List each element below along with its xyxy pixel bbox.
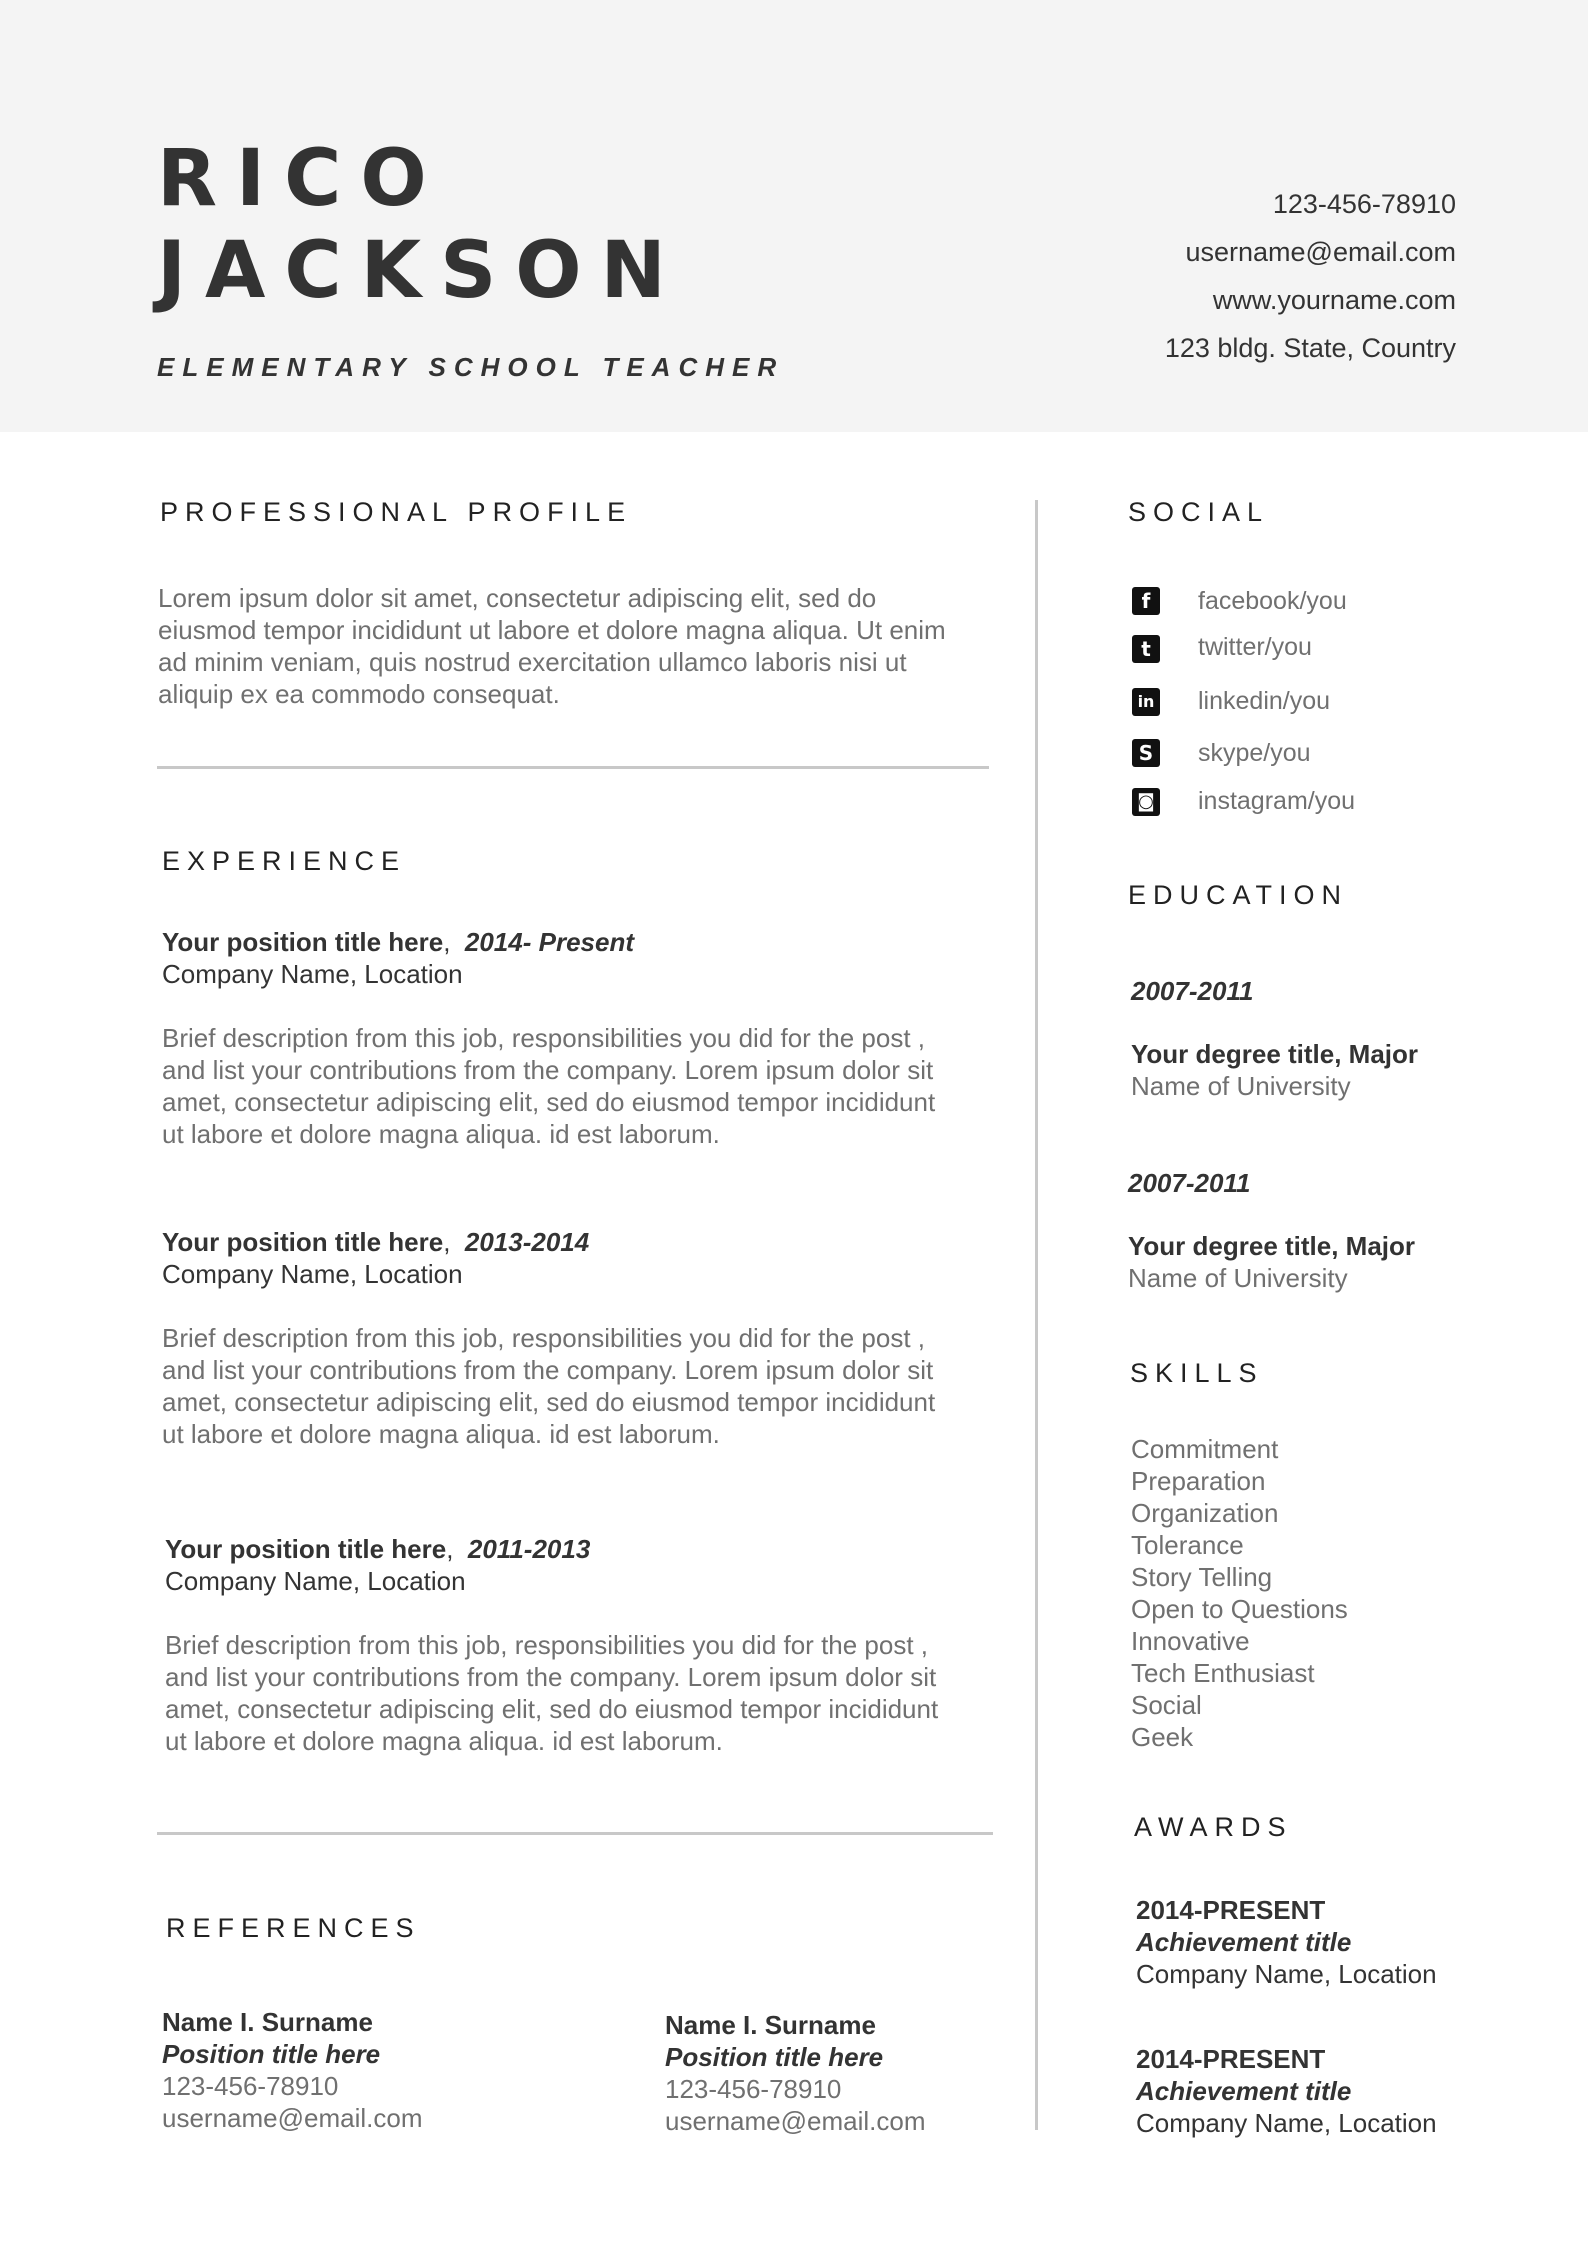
skill-item: Story Telling — [1131, 1562, 1273, 1592]
references-heading: REFERENCES — [166, 1913, 421, 1943]
education-school: Name of University — [1128, 1263, 1348, 1293]
contact-phone: 123-456-78910 — [1272, 189, 1456, 219]
skill-item: Tech Enthusiast — [1131, 1658, 1315, 1688]
skype-icon: S — [1132, 739, 1160, 767]
experience-heading: EXPERIENCE — [162, 846, 407, 876]
reference-name: Name I. Surname — [162, 2007, 373, 2037]
social-skype-link[interactable]: skype/you — [1198, 739, 1311, 767]
profile-line: aliquip ex ea commodo consequat. — [158, 679, 560, 709]
skills-list — [1131, 1433, 1348, 1753]
job-desc-line: and list your contributions from the company. Lorem ipsum dolor sit — [165, 1662, 937, 1692]
award-company: Company Name, Location — [1136, 1959, 1437, 1989]
social-twitter-link[interactable]: twitter/you — [1198, 633, 1312, 661]
column-divider — [1035, 500, 1038, 2130]
skill-item: Innovative — [1131, 1626, 1250, 1656]
social-heading: SOCIAL — [1128, 497, 1270, 527]
reference-phone: 123-456-78910 — [162, 2071, 339, 2101]
profile-line: eiusmod tempor incididunt ut labore et dolore magna aliqua. Ut enim — [158, 615, 946, 645]
contact-website: www.yourname.com — [1212, 285, 1456, 315]
job-desc-line: and list your contributions from the company. Lorem ipsum dolor sit — [162, 1355, 934, 1385]
reference-name: Name I. Surname — [665, 2010, 876, 2040]
profile-divider — [157, 766, 989, 769]
skill-item: Preparation — [1131, 1466, 1266, 1496]
education-school: Name of University — [1131, 1071, 1351, 1101]
job-description — [165, 1629, 938, 1757]
job-desc-line: ut labore et dolore magna aliqua. id est laborum. — [165, 1726, 723, 1756]
job-desc-line: Brief description from this job, responsibilities you did for the post , — [165, 1630, 929, 1660]
linkedin-icon: in — [1132, 688, 1160, 716]
reference-card — [162, 2006, 422, 2134]
job-desc-line: Brief description from this job, responsibilities you did for the post , — [162, 1023, 926, 1053]
job-years: 2011-2013 — [467, 1534, 591, 1564]
job-separator: , — [446, 1534, 454, 1564]
social-facebook-link[interactable]: facebook/you — [1198, 587, 1347, 615]
job-desc-line: amet, consectetur adipiscing elit, sed do eiusmod tempor incididunt — [162, 1387, 936, 1417]
reference-email: username@email.com — [162, 2103, 423, 2133]
job-position-title: Your position title here — [162, 1227, 444, 1257]
skills-heading: SKILLS — [1130, 1358, 1264, 1388]
award-years: 2014-PRESENT — [1136, 1895, 1326, 1925]
job-description — [162, 1022, 935, 1150]
job-desc-line: Brief description from this job, responsibilities you did for the post , — [162, 1323, 926, 1353]
job-desc-line: amet, consectetur adipiscing elit, sed do eiusmod tempor incididunt — [162, 1087, 936, 1117]
award-years: 2014-PRESENT — [1136, 2044, 1326, 2074]
reference-position: Position title here — [665, 2042, 884, 2072]
twitter-icon: t — [1132, 635, 1160, 663]
experience-entry — [165, 1533, 938, 1757]
job-title: ELEMENTARY SCHOOL TEACHER — [157, 352, 785, 382]
education-entry — [1128, 1167, 1415, 1294]
education-entry — [1131, 975, 1418, 1102]
job-desc-line: amet, consectetur adipiscing elit, sed do eiusmod tempor incididunt — [165, 1694, 939, 1724]
job-position-title: Your position title here — [165, 1534, 447, 1564]
profile-line: ad minim veniam, quis nostrud exercitation ullamco laboris nisi ut — [158, 647, 907, 677]
skill-item: Social — [1131, 1690, 1202, 1720]
job-company: Company Name, Location — [162, 959, 463, 989]
job-years: 2013-2014 — [464, 1227, 590, 1257]
job-company: Company Name, Location — [165, 1566, 466, 1596]
last-name: JACKSON — [157, 226, 685, 316]
education-degree: Your degree title, Major — [1128, 1231, 1416, 1261]
instagram-icon: ◙ — [1132, 788, 1160, 816]
profile-heading: PROFESSIONAL PROFILE — [160, 497, 633, 527]
education-degree: Your degree title, Major — [1131, 1039, 1419, 1069]
social-instagram-link[interactable]: instagram/you — [1198, 787, 1356, 815]
award-entry — [1136, 1894, 1437, 1990]
job-position-title: Your position title here — [162, 927, 444, 957]
contact-email: username@email.com — [1185, 237, 1456, 267]
award-title: Achievement title — [1136, 2076, 1352, 2106]
award-company: Company Name, Location — [1136, 2108, 1437, 2138]
job-desc-line: and list your contributions from the company. Lorem ipsum dolor sit — [162, 1055, 934, 1085]
profile-line: Lorem ipsum dolor sit amet, consectetur adipiscing elit, sed do — [158, 583, 877, 613]
job-desc-line: ut labore et dolore magna aliqua. id est laborum. — [162, 1119, 720, 1149]
social-linkedin-link[interactable]: linkedin/you — [1198, 687, 1331, 715]
first-name: RICO — [157, 134, 446, 224]
education-years: 2007-2011 — [1128, 1168, 1251, 1198]
job-company: Company Name, Location — [162, 1259, 463, 1289]
job-desc-line: ut labore et dolore magna aliqua. id est laborum. — [162, 1419, 720, 1449]
awards-heading: AWARDS — [1134, 1812, 1293, 1842]
skill-item: Geek — [1131, 1722, 1194, 1752]
award-title: Achievement title — [1136, 1927, 1352, 1957]
job-separator: , — [443, 927, 451, 957]
reference-phone: 123-456-78910 — [665, 2074, 842, 2104]
education-heading: EDUCATION — [1128, 880, 1349, 910]
reference-email: username@email.com — [665, 2106, 926, 2136]
skill-item: Organization — [1131, 1498, 1279, 1528]
skill-item: Tolerance — [1131, 1530, 1244, 1560]
job-description — [162, 1322, 935, 1450]
job-years: 2014- Present — [464, 927, 634, 957]
education-years: 2007-2011 — [1131, 976, 1254, 1006]
contact-address: 123 bldg. State, Country — [1164, 333, 1456, 363]
job-separator: , — [443, 1227, 451, 1257]
skill-item: Commitment — [1131, 1434, 1279, 1464]
skill-item: Open to Questions — [1131, 1594, 1348, 1624]
experience-divider — [157, 1832, 993, 1835]
experience-entry — [162, 1226, 935, 1450]
profile-text — [158, 582, 946, 710]
reference-card — [665, 2009, 925, 2137]
facebook-icon: f — [1132, 587, 1160, 615]
reference-position: Position title here — [162, 2039, 381, 2069]
experience-entry — [162, 926, 935, 1150]
award-entry — [1136, 2043, 1437, 2139]
